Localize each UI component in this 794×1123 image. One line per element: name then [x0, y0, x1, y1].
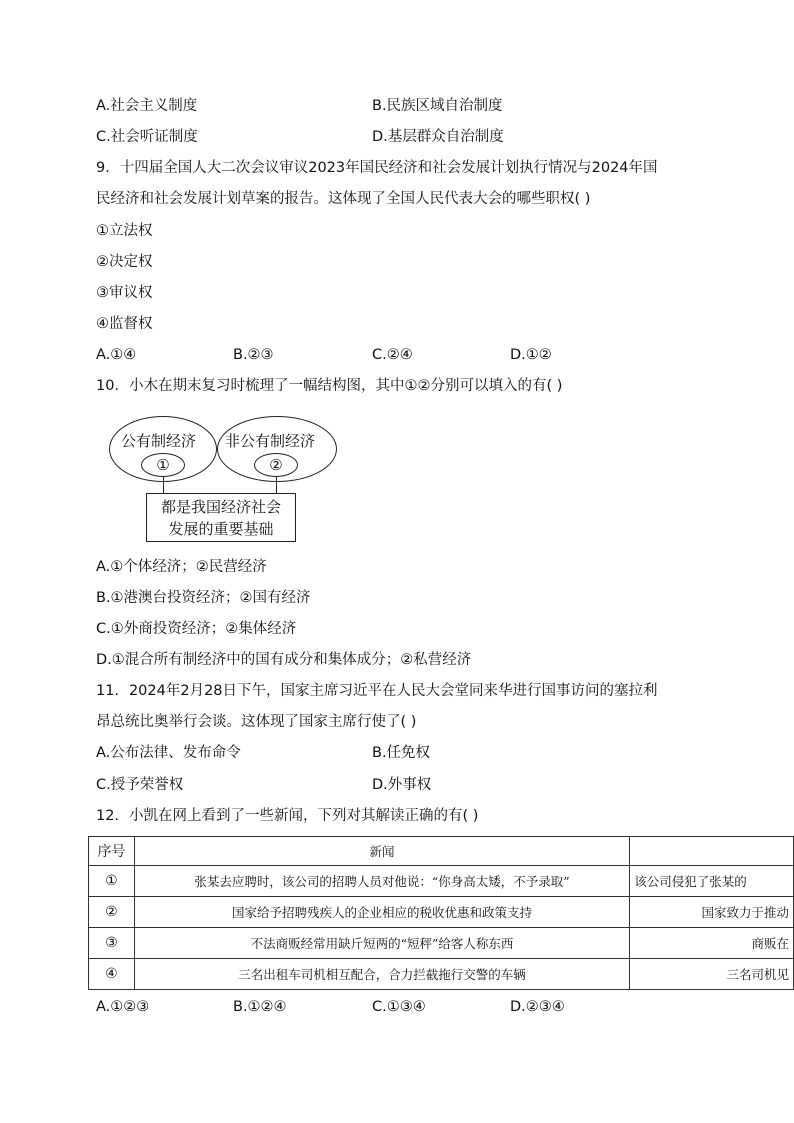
- q9-option-a: A.①④: [96, 347, 137, 363]
- header-interpretation: [630, 837, 794, 866]
- table-row: [89, 897, 794, 928]
- q10-stem: 10．小木在期末复习时梳理了一幅结构图，其中①②分别可以填入的有( ): [96, 378, 563, 394]
- news-table: [88, 836, 794, 990]
- table-row: [89, 959, 794, 990]
- row-news: 三名出租车司机相互配合，合力拦截拖行交警的车辆: [134, 959, 629, 990]
- q9-item-3: ③审议权: [96, 285, 153, 301]
- row-index: ③: [89, 928, 135, 959]
- connector-right: [276, 477, 277, 493]
- q8-option-a: A.社会主义制度: [96, 98, 198, 114]
- q9-item-1: ①立法权: [96, 223, 153, 239]
- q10-option-b: B.①港澳台投资经济；②国有经济: [96, 590, 311, 606]
- public-economy-label: 公有制经济: [121, 432, 197, 450]
- q12-stem: 12．小凯在网上看到了一些新闻，下列对其解读正确的有( ): [96, 808, 479, 824]
- q8-option-b: B.民族区域自治制度: [372, 98, 503, 114]
- q10-option-a: A.①个体经济；②民营经济: [96, 559, 267, 575]
- conclusion-box: [146, 493, 296, 542]
- q12-option-d: D.②③④: [510, 999, 565, 1015]
- q11-option-a: A.公布法律、发布命令: [96, 745, 241, 761]
- q11-stem-line1: 11．2024年2月28日下午，国家主席习近平在人民大会堂同来华进行国事访问的塞拉利: [96, 683, 658, 699]
- q8-option-c: C.社会听证制度: [96, 129, 198, 145]
- q9-item-4: ④监督权: [96, 316, 153, 332]
- header-news: 新闻: [134, 837, 629, 866]
- q11-option-b: B.任免权: [372, 745, 431, 761]
- header-index: 序号: [89, 837, 135, 866]
- q12-option-b: B.①②④: [233, 999, 287, 1015]
- blank-1-marker: ①: [141, 453, 185, 477]
- row-index: ①: [89, 866, 135, 897]
- connector-left: [163, 477, 164, 493]
- blank-2-marker: ②: [254, 453, 298, 477]
- q9-stem-line2: 民经济和社会发展计划草案的报告。这体现了全国人民代表大会的哪些职权( ): [96, 191, 591, 207]
- row-news: 张某去应聘时，该公司的招聘人员对他说：“你身高太矮，不予录取”: [134, 866, 629, 897]
- row-interpretation: 商贩在: [630, 928, 794, 959]
- conclusion-line2: 发展的重要基础: [168, 520, 274, 538]
- q9-item-2: ②决定权: [96, 254, 153, 270]
- q9-option-d: D.①②: [510, 347, 552, 363]
- row-index: ④: [89, 959, 135, 990]
- non-public-economy-label: 非公有制经济: [225, 432, 316, 450]
- q9-option-c: C.②④: [372, 347, 413, 363]
- q10-option-c: C.①外商投资经济；②集体经济: [96, 621, 297, 637]
- q9-option-b: B.②③: [233, 347, 274, 363]
- table-header-row: [89, 837, 794, 866]
- conclusion-line1: 都是我国经济社会: [160, 498, 281, 516]
- row-news: 国家给予招聘残疾人的企业相应的税收优惠和政策支持: [134, 897, 629, 928]
- row-interpretation: 三名司机见: [630, 959, 794, 990]
- q9-stem-line1: 9．十四届全国人大二次会议审议2023年国民经济和社会发展计划执行情况与2024年国: [96, 160, 658, 176]
- row-news: 不法商贩经常用缺斤短两的“短秤”给客人称东西: [134, 928, 629, 959]
- q8-option-d: D.基层群众自治制度: [372, 129, 504, 145]
- row-index: ②: [89, 897, 135, 928]
- row-interpretation: 该公司侵犯了张某的: [630, 866, 794, 897]
- row-interpretation: 国家致力于推动: [630, 897, 794, 928]
- q11-option-c: C.授予荣誉权: [96, 777, 184, 793]
- q10-option-d: D.①混合所有制经济中的国有成分和集体成分；②私营经济: [96, 652, 472, 668]
- q11-option-d: D.外事权: [372, 777, 432, 793]
- q12-option-a: A.①②③: [96, 999, 150, 1015]
- q11-stem-line2: 昂总统比奥举行会谈。这体现了国家主席行使了( ): [96, 714, 417, 730]
- q12-option-c: C.①③④: [372, 999, 426, 1015]
- table-row: [89, 928, 794, 959]
- table-row: [89, 866, 794, 897]
